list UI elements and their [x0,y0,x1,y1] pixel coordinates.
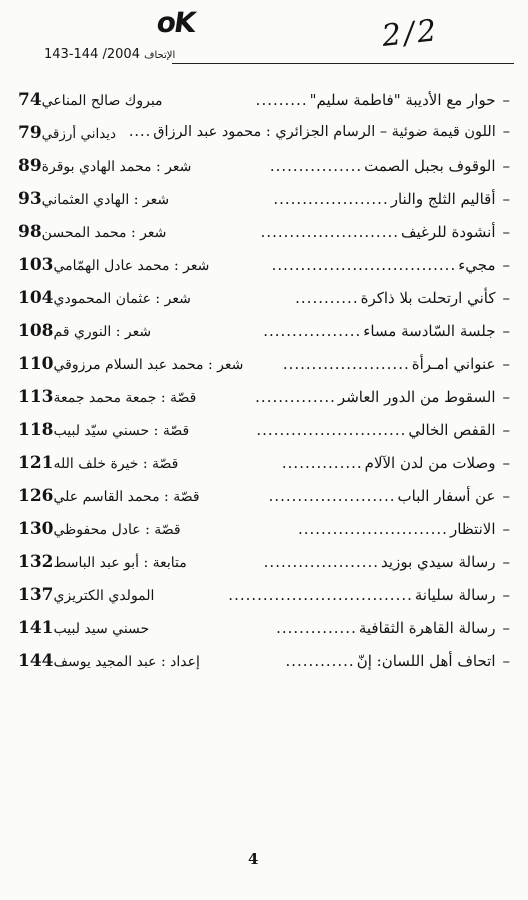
toc-entry [14,550,510,583]
toc-entry [14,418,510,451]
entry-author: شعر : النوري قم [53,324,152,340]
entry-title: السقوط من الدور العاشر [337,388,496,406]
toc-entry-text [280,454,510,472]
toc-entry [14,649,510,682]
toc-entry-page-author [14,486,200,506]
entry-author: قصّة : جمعة محمد جمعة [53,390,197,406]
toc-entry-text [259,223,510,241]
entry-title: اتحاف أهل اللسان: إنّ [356,652,496,670]
entry-page-number: 110 [18,354,54,374]
toc-entry-page-author [14,519,181,539]
toc-entry-text [254,91,510,109]
entry-title: عنواني امـرأة [411,355,496,373]
entry-title: وصلات من لدن الآلام [364,454,496,472]
entry-title: مجيء [458,256,496,274]
entry-author: شعر : الهادي العثماني [41,192,170,208]
entry-title: كأني ارتحلت بلا ذاكرة [360,289,496,307]
entry-leader-dots: .... [128,124,152,140]
entry-leader-dots: ......... [255,91,308,109]
entry-dash: – [502,520,510,538]
toc-entry [14,484,510,517]
toc-entry-text [274,619,510,637]
toc-entry [14,121,510,154]
entry-page-number: 103 [18,255,54,275]
entry-title: الانتظار [449,520,496,538]
entry-leader-dots: ...................... [268,487,396,505]
entry-page-number: 121 [18,453,54,473]
entry-dash: – [502,355,510,373]
entry-leader-dots: .............. [276,619,357,637]
entry-page-number: 98 [18,222,42,242]
toc-entry-page-author [14,123,116,143]
toc-entry [14,385,510,418]
toc-entry-page-author [14,222,166,242]
toc-entry [14,616,510,649]
entry-title: القفص الخالي [408,421,496,439]
toc-entry [14,319,510,352]
entry-leader-dots: ................................ [228,586,413,604]
entry-page-number: 118 [18,420,54,440]
entry-title: عن أسفار الباب [397,487,496,505]
toc-entry-text [296,520,510,538]
entry-dash: – [502,289,510,307]
entry-leader-dots: .................... [273,190,389,208]
toc-entry-page-author [14,189,169,209]
toc-entry-text [268,157,510,175]
table-of-contents [14,88,510,682]
entry-page-number: 89 [18,156,42,176]
toc-entry-text [267,487,510,505]
entry-dash: – [502,157,510,175]
toc-entry-text [281,355,510,373]
entry-title: رسالة سيدي بوزيد [381,553,496,571]
entry-page-number: 126 [18,486,54,506]
toc-entry-text [254,421,510,439]
header-issue: 2004/ 144-143 [44,47,140,62]
entry-author: شعر : عثمان المحمودي [53,291,191,307]
entry-title: رسالة القاهرة الثقافية [358,619,496,637]
entry-author: مبروك صالح المناعي [41,93,163,109]
entry-dash: – [502,553,510,571]
entry-author: قصّة : حسني سيّد لبيب [53,423,190,439]
toc-entry-page-author [14,420,189,440]
toc-entry-text [127,124,510,140]
entry-title: اللون قيمة ضوئية – الرسام الجزائري : محمود عبد الرزاق [153,124,496,140]
toc-entry-text [226,586,510,604]
toc-entry-text [293,289,510,307]
toc-entry [14,517,510,550]
entry-leader-dots: .......................... [256,421,407,439]
entry-leader-dots: ................................ [271,256,457,274]
entry-author: قصّة : عادل محفوظي [53,522,181,538]
header-magazine-title: الإتحاف [144,50,176,61]
handwritten-page-mark: 2/2 [380,13,441,54]
toc-entry-page-author [14,651,200,671]
toc-entry-text [262,553,510,571]
entry-page-number: 79 [18,123,42,143]
toc-entry-page-author [14,552,187,572]
toc-entry [14,154,510,187]
toc-entry-page-author [14,585,154,605]
entry-author: قصّة : محمد القاسم علي [53,489,200,505]
entry-author: ديداني أرزقي [41,126,117,142]
toc-entry [14,286,510,319]
toc-entry-page-author [14,387,196,407]
entry-author: متابعة : أبو عبد الباسط [53,555,187,571]
toc-entry [14,352,510,385]
toc-entry-text [283,652,510,670]
entry-leader-dots: .......................... [297,520,448,538]
entry-page-number: 104 [18,288,54,308]
entry-page-number: 74 [18,90,42,110]
entry-title: جلسة السّادسة مساء [363,322,496,340]
running-header [22,42,514,66]
toc-entry-page-author [14,321,151,341]
entry-page-number: 137 [18,585,54,605]
toc-entry-text [270,256,510,274]
toc-entry [14,583,510,616]
entry-page-number: 141 [18,618,54,638]
entry-dash: – [502,124,510,140]
toc-entry-text [261,322,510,340]
toc-entry [14,88,510,121]
entry-page-number: 130 [18,519,54,539]
entry-page-number: 132 [18,552,54,572]
entry-dash: – [502,256,510,274]
entry-dash: – [502,619,510,637]
toc-entry-text [271,190,510,208]
page-number: 4 [248,850,259,868]
entry-dash: – [502,388,510,406]
entry-dash: – [502,190,510,208]
entry-leader-dots: .............. [255,388,336,406]
entry-leader-dots: ........... [295,289,359,307]
entry-author: حسني سيد لبيب [53,621,150,637]
entry-leader-dots: ................ [269,157,363,175]
toc-entry [14,187,510,220]
entry-dash: – [502,454,510,472]
entry-title: أقاليم الثلج والنار [390,190,496,208]
entry-author: شعر : محمد الهادي بوقرة [41,159,192,175]
entry-title: الوقوف بجبل الصمت [364,157,496,175]
entry-page-number: 144 [18,651,54,671]
entry-page-number: 108 [18,321,54,341]
entry-dash: – [502,652,510,670]
entry-dash: – [502,91,510,109]
entry-page-number: 113 [18,387,54,407]
entry-leader-dots: ........................ [260,223,399,241]
entry-page-number: 93 [18,189,42,209]
entry-author: شعر : محمد عبد السلام مرزوقي [53,357,244,373]
toc-entry [14,451,510,484]
entry-leader-dots: .................... [263,553,380,571]
entry-title: رسالة سليانة [414,586,496,604]
entry-dash: – [502,487,510,505]
toc-entry-page-author [14,453,178,473]
entry-author: قصّة : خيرة خلف الله [53,456,179,472]
entry-dash: – [502,223,510,241]
entry-leader-dots: ............ [285,652,355,670]
entry-dash: – [502,421,510,439]
toc-entry-page-author [14,255,209,275]
header-magazine-issue [44,47,175,62]
toc-entry [14,220,510,253]
entry-leader-dots: .............. [281,454,363,472]
toc-entry-text [253,388,510,406]
entry-author: إعداد : عبد المجيد يوسف [53,654,200,670]
toc-entry-page-author [14,354,243,374]
entry-author: المولدي الكتريزي [53,588,155,604]
entry-leader-dots: ................. [263,322,362,340]
entry-leader-dots: ...................... [282,355,410,373]
entry-dash: – [502,322,510,340]
entry-dash: – [502,586,510,604]
entry-author: شعر : محمد عادل الهمّامي [53,258,210,274]
header-rule [172,63,514,64]
entry-title: أنشودة للرغيف [401,223,496,241]
toc-entry-page-author [14,156,191,176]
entry-author: شعر : محمد المحسن [41,225,167,241]
toc-entry [14,253,510,286]
toc-entry-page-author [14,618,149,638]
toc-entry-page-author [14,288,191,308]
entry-title: حوار مع الأديبة "فاطمة سليم" [309,91,496,109]
handwritten-ok-mark: oK [154,6,197,39]
toc-entry-page-author [14,90,163,110]
